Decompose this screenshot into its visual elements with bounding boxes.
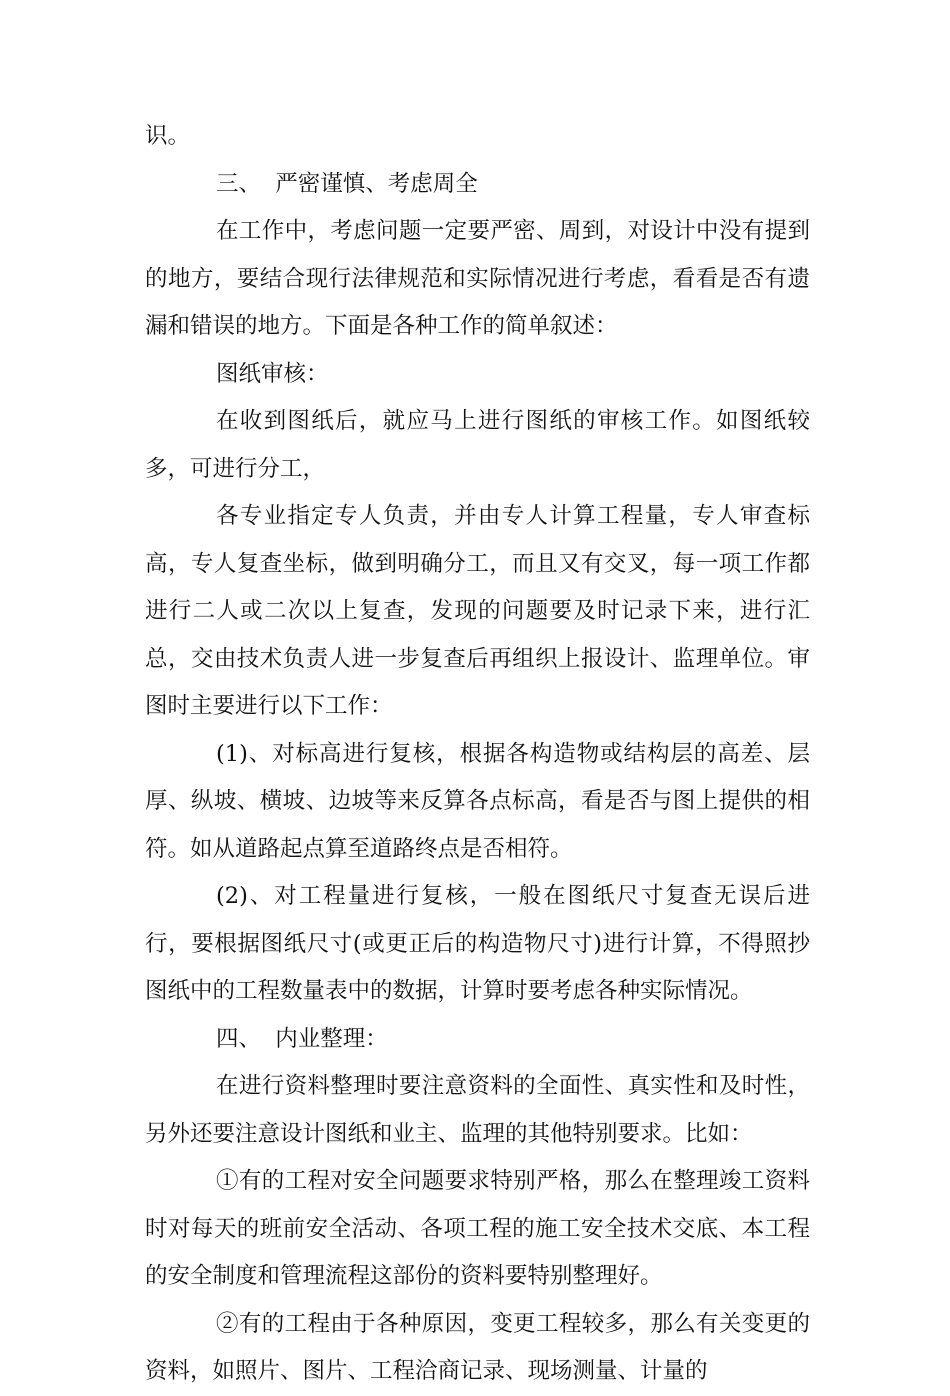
paragraph-assign-staff: 各专业指定专人负责，并由专人计算工程量，专人审查标高，专人复查坐标，做到明确分工，而且又有交叉，每一项工作都进行二人或二次以上复查，发现的问题要及时记录下来，进行汇总，交由技术负责人进一步复查后再组织上报设计、监理单位。审图时主要进行以下工作： xyxy=(145,503,810,719)
subheading-drawing-review: 图纸审核： xyxy=(216,360,329,387)
paragraph-quantity-check: (2)、对工程量进行复核，一般在图纸尺寸复查无误后进行，要根据图纸尺寸(或更正后的构造物尺寸)进行计算，不得照抄图纸中的工程数量表中的数据，计算时要考虑各种实际情况。 xyxy=(145,883,810,1004)
section-heading-three: 三、 严密谨慎、考虑周全 xyxy=(216,170,478,197)
paragraph-safety-requirements: ①有的工程对安全问题要求特别严格，那么在整理竣工资料时对每天的班前安全活动、各项工程的施工安全技术交底、本工程的安全制度和管理流程这部份的资料要特别整理好。 xyxy=(145,1168,810,1289)
paragraph-elevation-check: (1)、对标高进行复核，根据各构造物或结构层的高差、层厚、纵坡、横坡、边坡等来反算各点标高，看是否与图上提供的相符。如从道路起点算至道路终点是否相符。 xyxy=(145,740,810,862)
section-heading-four: 四、 内业整理： xyxy=(216,1025,388,1052)
paragraph-change-records: ②有的工程由于各种原因，变更工程较多，那么有关变更的资料，如照片、图片、工程洽商记录、现场测量、计量的 xyxy=(145,1310,810,1384)
paragraph-work-intro: 在工作中，考虑问题一定要严密、周到，对设计中没有提到的地方，要结合现行法律规范和实际情况进行考虑，看看是否有遗漏和错误的地方。下面是各种工作的简单叙述： xyxy=(145,218,810,339)
paragraph-continuation: 识。 xyxy=(145,123,191,149)
paragraph-receive-drawings: 在收到图纸后，就应马上进行图纸的审核工作。如图纸较多，可进行分工， xyxy=(145,408,810,482)
paragraph-document-organization: 在进行资料整理时要注意资料的全面性、真实性和及时性，另外还要注意设计图纸和业主、监理的其他特别要求。比如： xyxy=(145,1073,810,1147)
document-body xyxy=(145,113,810,1396)
